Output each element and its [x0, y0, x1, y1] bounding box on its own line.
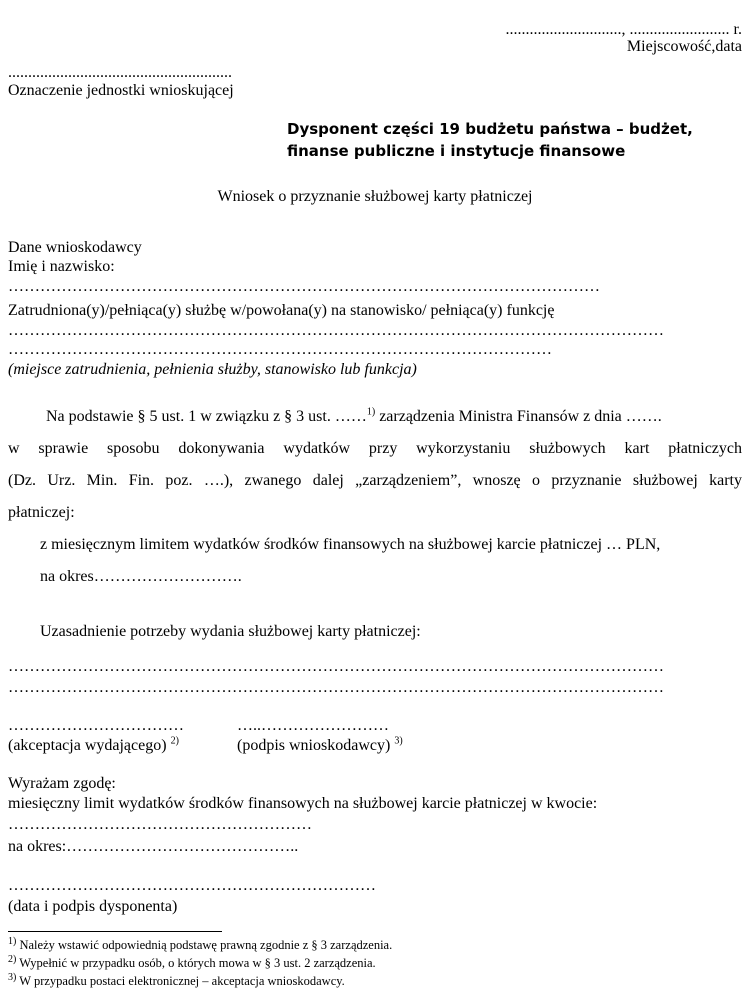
issuer-signature-label — [8, 736, 179, 756]
employment-hint: (miejsce zatrudnienia, pełnienia służby, stanowisko lub funkcja) — [8, 361, 417, 378]
applicant-signature-label — [237, 736, 403, 756]
applicant-signature-dots: …..…………………… — [237, 717, 389, 734]
employment-label: Zatrudniona(y)/pełniąca(y) służbę w/powołana(y) na stanowisko/ pełniąca(y) funkcję — [8, 302, 555, 319]
consent-limit-dots: ………………………………………………… — [8, 816, 312, 833]
justification-label: Uzasadnienie potrzeby wydania służbowej karty płatniczej: — [40, 623, 421, 640]
employment-dots-1: …………………………………………………………………………………………………………… — [8, 322, 664, 339]
paragraph-line-1-end: zarządzenia Ministra Finansów z dnia ……. — [375, 408, 662, 425]
disposer-signature-dots: …………………………………………………………… — [8, 877, 376, 894]
footnote-ref-2: 2) — [170, 735, 179, 747]
paragraph-line-1 — [46, 407, 662, 427]
consent-label: Wyrażam zgodę: — [8, 775, 116, 792]
footnote-3-text: W przypadku postaci elektronicznej – akceptacja wnioskodawcy. — [16, 974, 345, 988]
addressee-line1: Dysponent części 19 budżetu państwa – budżet, — [287, 120, 693, 138]
name-label: Imię i nazwisko: — [8, 258, 115, 275]
footnote-1-mark: 1) — [8, 935, 17, 947]
paragraph-line-1-start: Na podstawie § 5 ust. 1 w związku z § 3 ust. …… — [46, 408, 367, 425]
employment-dots-2: ………………………………………………………………………………………… — [8, 341, 552, 358]
consent-period: na okres:…………………………………….. — [8, 838, 299, 855]
footnote-2 — [8, 955, 376, 971]
name-dots: ………………………………………………………………………………………………… — [8, 278, 600, 295]
consent-limit-text: miesięczny limit wydatków środków finansowych na służbowej karcie płatniczej w kwocie: — [8, 795, 598, 812]
disposer-signature-label: (data i podpis dysponenta) — [8, 898, 178, 915]
applicant-section-label: Dane wnioskodawcy — [8, 239, 142, 256]
footnote-ref-3: 3) — [394, 735, 403, 747]
footnote-2-mark: 2) — [8, 953, 17, 965]
place-date-dots: ............................., ......................... r. — [505, 21, 742, 38]
limit-line: z miesięcznym limitem wydatków środków finansowych na służbowej karcie płatniczej … PLN, — [40, 536, 661, 553]
justification-dots-2: …………………………………………………………………………………………………………… — [8, 679, 664, 696]
unit-label: Oznaczenie jednostki wnioskującej — [8, 82, 234, 99]
footnote-3-mark: 3) — [8, 971, 17, 983]
issuer-label-text: (akceptacja wydającego) — [8, 737, 167, 754]
paragraph-line-3: (Dz. Urz. Min. Fin. poz. ….), zwanego dalej „zarządzeniem”, wnoszę o przyznanie służbowej karty — [8, 472, 742, 489]
footnote-ref-1: 1) — [366, 406, 376, 418]
place-date-label: Miejscowość,data — [626, 38, 742, 55]
period-line: na okres………………………. — [40, 568, 242, 585]
paragraph-line-2: w sprawie sposobu dokonywania wydatków przy wykorzystaniu służbowych kart płatniczych — [8, 440, 742, 457]
issuer-signature-dots: …………………………… — [8, 717, 184, 734]
footnote-2-text: Wypełnić w przypadku osób, o których mowa w § 3 ust. 2 zarządzenia. — [16, 956, 376, 970]
footnote-3 — [8, 973, 345, 989]
justification-dots-1: …………………………………………………………………………………………………………… — [8, 658, 664, 675]
footnote-separator — [8, 931, 222, 932]
footnote-1 — [8, 937, 392, 953]
applicant-label-text: (podpis wnioskodawcy) — [237, 737, 391, 754]
document-title: Wniosek o przyznanie służbowej karty płatniczej — [217, 188, 533, 205]
paragraph-line-4: płatniczej: — [8, 504, 75, 521]
unit-dots: ........................................................ — [8, 64, 232, 81]
addressee-line2: finanse publiczne i instytucje finansowe — [287, 142, 626, 160]
footnote-1-text: Należy wstawić odpowiednią podstawę prawną zgodnie z § 3 zarządzenia. — [16, 938, 393, 952]
